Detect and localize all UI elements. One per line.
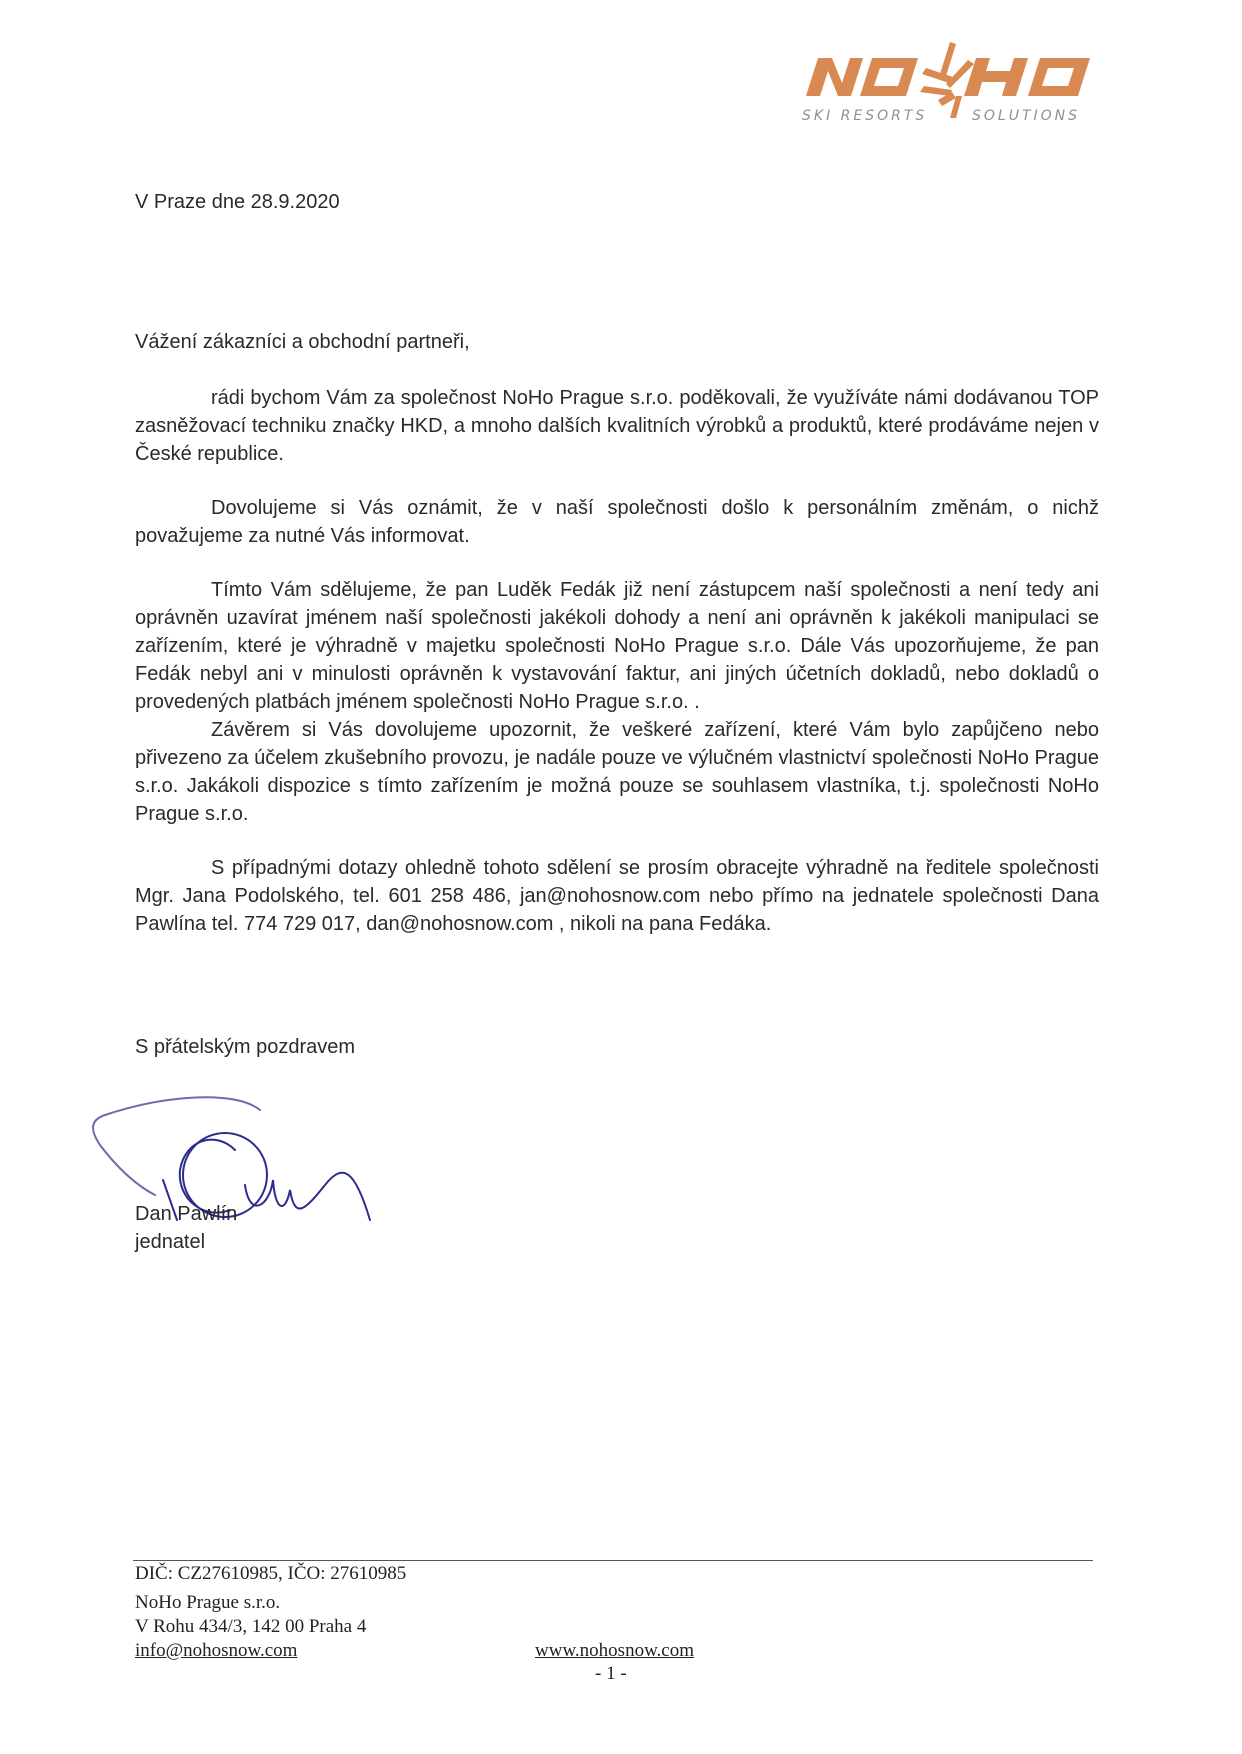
- footer-divider: [133, 1560, 1093, 1561]
- paragraph-thanks: rádi bychom Vám za společnost NoHo Prague s.r.o. poděkovali, že využíváte námi dodávanou TOP zasněžovací techniku značky HKD, a mnoho dalších kvalitních výrobků a produktů, které prodáváme nejen v České republice.: [135, 387, 1099, 465]
- footer-website-link[interactable]: www.nohosnow.com: [535, 1640, 695, 1661]
- footer-email-link[interactable]: info@nohosnow.com: [135, 1640, 298, 1661]
- paragraph-announcement: Dovolujeme si Vás oznámit, že v naší společnosti došlo k personálním změnám, o nichž považujeme za nutné Vás informovat.: [135, 497, 1099, 547]
- footer-tax-ids: DIČ: CZ27610985, IČO: 27610985: [135, 1563, 407, 1584]
- paragraph-representative-notice: Tímto Vám sdělujeme, že pan Luděk Fedák již není zástupcem naší společnosti a není tedy ani oprávněn uzavírat jménem naší společnosti jakékoli dohody a není ani oprávněn k jakékoli manipulaci se zařízením, které je výhradně v majetku společnosti NoHo Prague s.r.o. Dále Vás upozorňujeme, že pan Fedák nebyl ani v minulosti oprávněn k vystavování faktur, ani jiných účetních dokladů, nebo dokladů o provedených platbách jménem společnosti NoHo Prague s.r.o. .: [135, 579, 1099, 713]
- signer-role: jednatel: [135, 1231, 206, 1253]
- svg-text:SKI RESORTS: SKI RESORTS: [802, 108, 928, 124]
- footer-company-name: NoHo Prague s.r.o.: [135, 1592, 281, 1613]
- paragraph-equipment-notice: Závěrem si Vás dovolujeme upozornit, že veškeré zařízení, které Vám bylo zapůjčeno nebo přivezeno za účelem zkušebního provozu, je nadále pouze ve výlučném vlastnictví společnosti NoHo Prague s.r.o. Jakákoli dispozice s tímto zařízením je možná pouze se souhlasem vlastníka, t.j. společnosti NoHo Prague s.r.o.: [135, 719, 1099, 825]
- letter-date: V Praze dne 28.9.2020: [135, 191, 340, 213]
- company-logo: [800, 38, 1105, 133]
- noho-logo-icon: [800, 38, 1105, 133]
- page-number: - 1 -: [595, 1663, 627, 1684]
- signer-name: Dan Pawlín: [135, 1203, 238, 1225]
- footer-address: V Rohu 434/3, 142 00 Praha 4: [135, 1616, 367, 1637]
- letter-greeting: Vážení zákazníci a obchodní partneři,: [135, 331, 470, 353]
- letter-closing: S přátelským pozdravem: [135, 1036, 356, 1058]
- letter-body: [135, 384, 1099, 938]
- svg-text:SOLUTIONS: SOLUTIONS: [972, 108, 1081, 124]
- paragraph-contacts: S případnými dotazy ohledně tohoto sdělení se prosím obracejte výhradně na ředitele společnosti Mgr. Jana Podolského, tel. 601 258 486, jan@nohosnow.com nebo přímo na jednatele společnosti Dana Pawlína tel. 774 729 017, dan@nohosnow.com , nikoli na pana Fedáka.: [135, 857, 1099, 935]
